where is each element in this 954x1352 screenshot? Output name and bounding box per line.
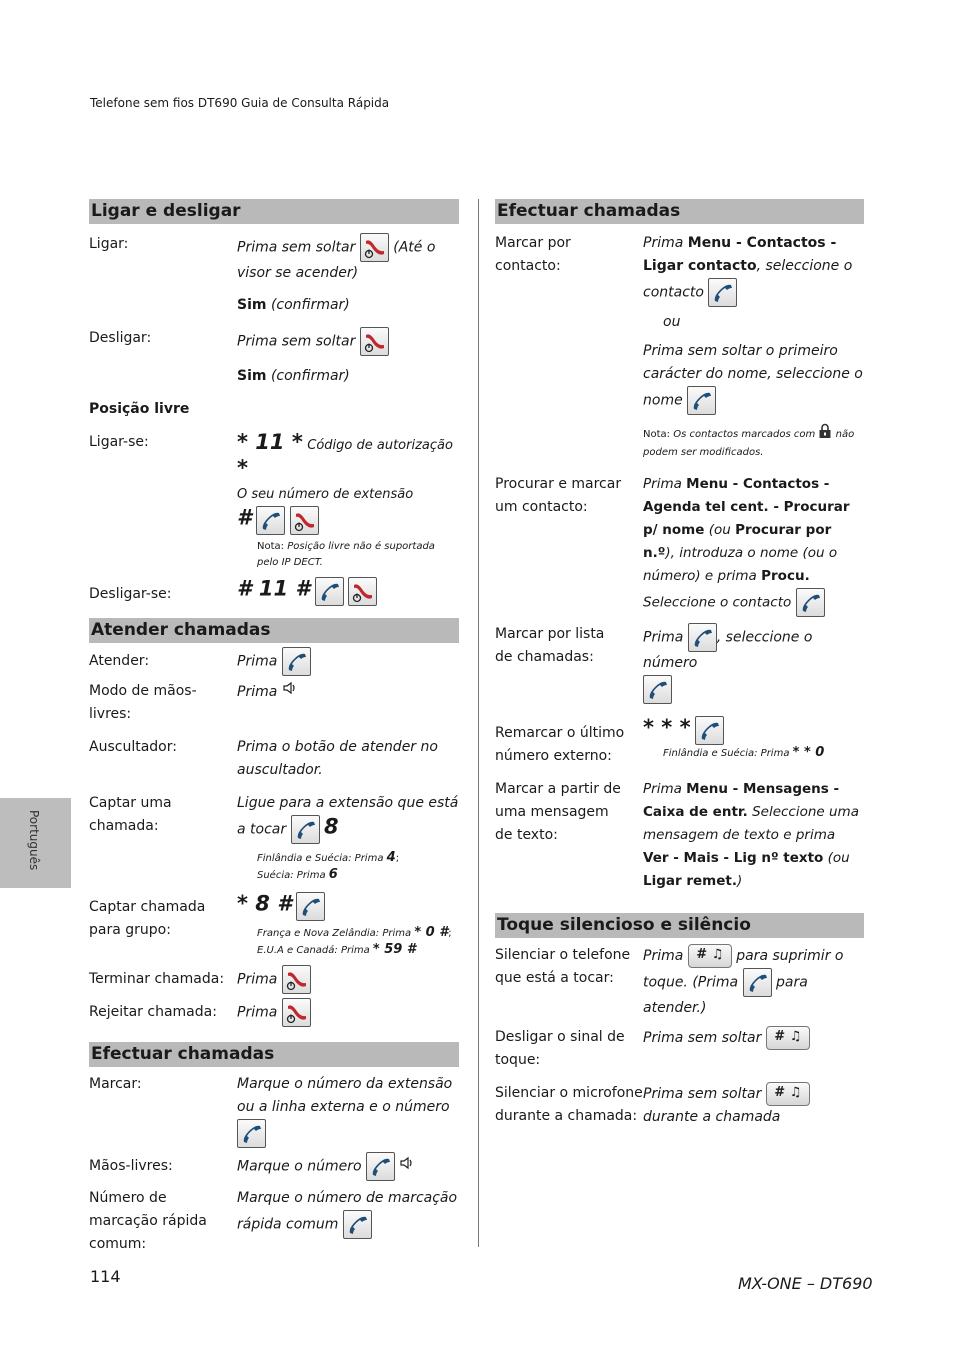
page-header: Telefone sem fios DT690 Guia de Consulta Rápida xyxy=(90,96,390,110)
column-divider xyxy=(478,199,479,1247)
label-desligar: Desligar: xyxy=(89,330,152,346)
row-marcar-contacto: Marcar por contacto: Prima Menu - Contactos - Ligar contacto, seleccione o contacto ou Prima sem soltar o primeiro carácter do nome, seleccione o nome Nota: Os contactos marcados com não podem ser modificados. xyxy=(495,232,864,461)
call-icon xyxy=(256,506,285,535)
row-posicao-livre xyxy=(89,398,459,421)
row-ligar xyxy=(89,233,459,317)
row-captar-grupo: Captar chamada para grupo: * 8 # França e Nova Zelândia: Prima * 0 #; E.U.A e Canadá: Prima * 59 # xyxy=(89,892,459,959)
row-captar-chamada: Captar uma chamada: Ligue para a extensão que está a tocar 8 Finlândia e Suécia: Prima 4; Suécia: Prima 6 xyxy=(89,795,459,882)
note-contactos: Nota: Os contactos marcados com não podem ser modificados. xyxy=(643,423,864,461)
footer-product: MX-ONE – DT690 xyxy=(738,1274,873,1293)
section-title-efectuar-chamadas-right: Efectuar chamadas xyxy=(495,199,864,224)
value-ligar-se: * 11 * Código de autorização * O seu número de extensão # Nota: Posição livre não é suportada pelo IP DECT. xyxy=(237,431,459,571)
end-call-icon xyxy=(348,577,377,606)
label-ligar-se: Ligar-se: xyxy=(89,434,149,450)
section-title-atender-chamadas: Atender chamadas xyxy=(89,618,459,643)
note-grupo: França e Nova Zelândia: Prima * 0 #; E.U.A e Canadá: Prima * 59 # xyxy=(257,925,452,957)
row-desligar xyxy=(89,327,459,388)
call-icon xyxy=(743,968,772,997)
end-call-icon xyxy=(282,998,311,1027)
call-icon xyxy=(366,1152,395,1181)
row-atender: Atender: Prima xyxy=(89,647,459,676)
end-call-icon xyxy=(360,327,389,356)
row-terminar: Terminar chamada: Prima xyxy=(89,965,459,994)
note-posicao-livre: Nota: Posição livre não é suportada pelo IP DECT. xyxy=(257,541,435,568)
end-call-icon xyxy=(290,506,319,535)
page-number: 114 xyxy=(90,1267,121,1286)
side-language-tab xyxy=(0,798,71,888)
row-silenciar-telefone: Silenciar o telefone que está a tocar: Prima # ♫ para suprimir o toque. (Prima para atender.) xyxy=(495,944,864,1020)
section-title-ligar-desligar: Ligar e desligar xyxy=(89,199,459,224)
right-column xyxy=(495,199,864,1129)
left-column xyxy=(89,199,459,1256)
hash-key-icon: # ♫ xyxy=(766,1082,810,1106)
end-call-icon xyxy=(360,233,389,262)
value-desligar-se: # 11 # xyxy=(237,577,459,606)
row-ligar-se xyxy=(89,431,459,571)
call-icon xyxy=(643,675,672,704)
section-title-toque-silencioso: Toque silencioso e silêncio xyxy=(495,913,864,938)
hash-key-icon: # ♫ xyxy=(688,944,732,968)
speaker-icon xyxy=(399,1155,415,1179)
hash-key-icon: # ♫ xyxy=(766,1026,810,1050)
lock-icon xyxy=(818,423,832,445)
note-remarcar: Finlândia e Suécia: Prima * * 0 xyxy=(663,745,825,760)
row-marcacao-rapida: Número de marcação rápida comum: Marque o número de marcação rápida comum xyxy=(89,1190,458,1252)
call-icon xyxy=(687,386,716,415)
row-rejeitar: Rejeitar chamada: Prima xyxy=(89,998,459,1027)
row-remarcar: Remarcar o último número externo: * * * Finlândia e Suécia: Prima * * 0 xyxy=(495,716,864,768)
note-captar: Finlândia e Suécia: Prima 4; Suécia: Prima 6 xyxy=(257,850,400,882)
call-icon xyxy=(296,892,325,921)
label-posicao-livre: Posição livre xyxy=(89,401,190,417)
side-tab-label: Português xyxy=(27,810,41,871)
call-icon xyxy=(695,716,724,745)
row-silenciar-microfone: Silenciar o microfone durante a chamada: Prima sem soltar # ♫ durante a chamada xyxy=(495,1082,864,1129)
call-icon xyxy=(282,647,311,676)
row-marcar: Marcar: Marque o número da extensão ou a linha externa e o número xyxy=(89,1073,459,1148)
row-lista-chamadas: Marcar por lista de chamadas: Prima , seleccione o número xyxy=(495,623,864,704)
label-ligar: Ligar: xyxy=(89,236,129,252)
call-icon xyxy=(796,588,825,617)
row-maos-livres-marcar: Mãos-livres: Marque o número xyxy=(89,1152,459,1181)
call-icon xyxy=(688,623,717,652)
row-desligar-se xyxy=(89,577,459,606)
row-maos-livres: Modo de mãos-livres: Prima xyxy=(89,680,459,726)
section-title-efectuar-chamadas-left: Efectuar chamadas xyxy=(89,1042,459,1067)
label-desligar-se: Desligar-se: xyxy=(89,586,172,602)
call-icon xyxy=(237,1119,266,1148)
row-desligar-sinal: Desligar o sinal de toque: Prima sem soltar # ♫ xyxy=(495,1026,864,1072)
row-mensagem-texto: Marcar a partir de uma mensagem de texto: Prima Menu - Mensagens - Caixa de entr. Seleccione uma mensagem de texto e prima Ver - Mais - Lig nº texto (ou Ligar remet.) xyxy=(495,781,859,889)
row-procurar-contacto: Procurar e marcar um contacto: Prima Menu - Contactos - Agenda tel cent. - Procurar p/ nome (ou Procurar por n.º), introduza o nome (ou o número) e prima Procu. Seleccione o contacto xyxy=(495,473,864,617)
end-call-icon xyxy=(282,965,311,994)
row-auscultador: Auscultador: Prima o botão de atender no auscultador. xyxy=(89,739,438,778)
value-ligar: Prima sem soltar (Até o visor se acender) Sim (confirmar) xyxy=(237,233,459,317)
speaker-icon xyxy=(282,680,298,704)
value-desligar: Prima sem soltar Sim (confirmar) xyxy=(237,327,459,388)
call-icon xyxy=(315,577,344,606)
call-icon xyxy=(708,278,737,307)
call-icon xyxy=(343,1210,372,1239)
call-icon xyxy=(291,815,320,844)
